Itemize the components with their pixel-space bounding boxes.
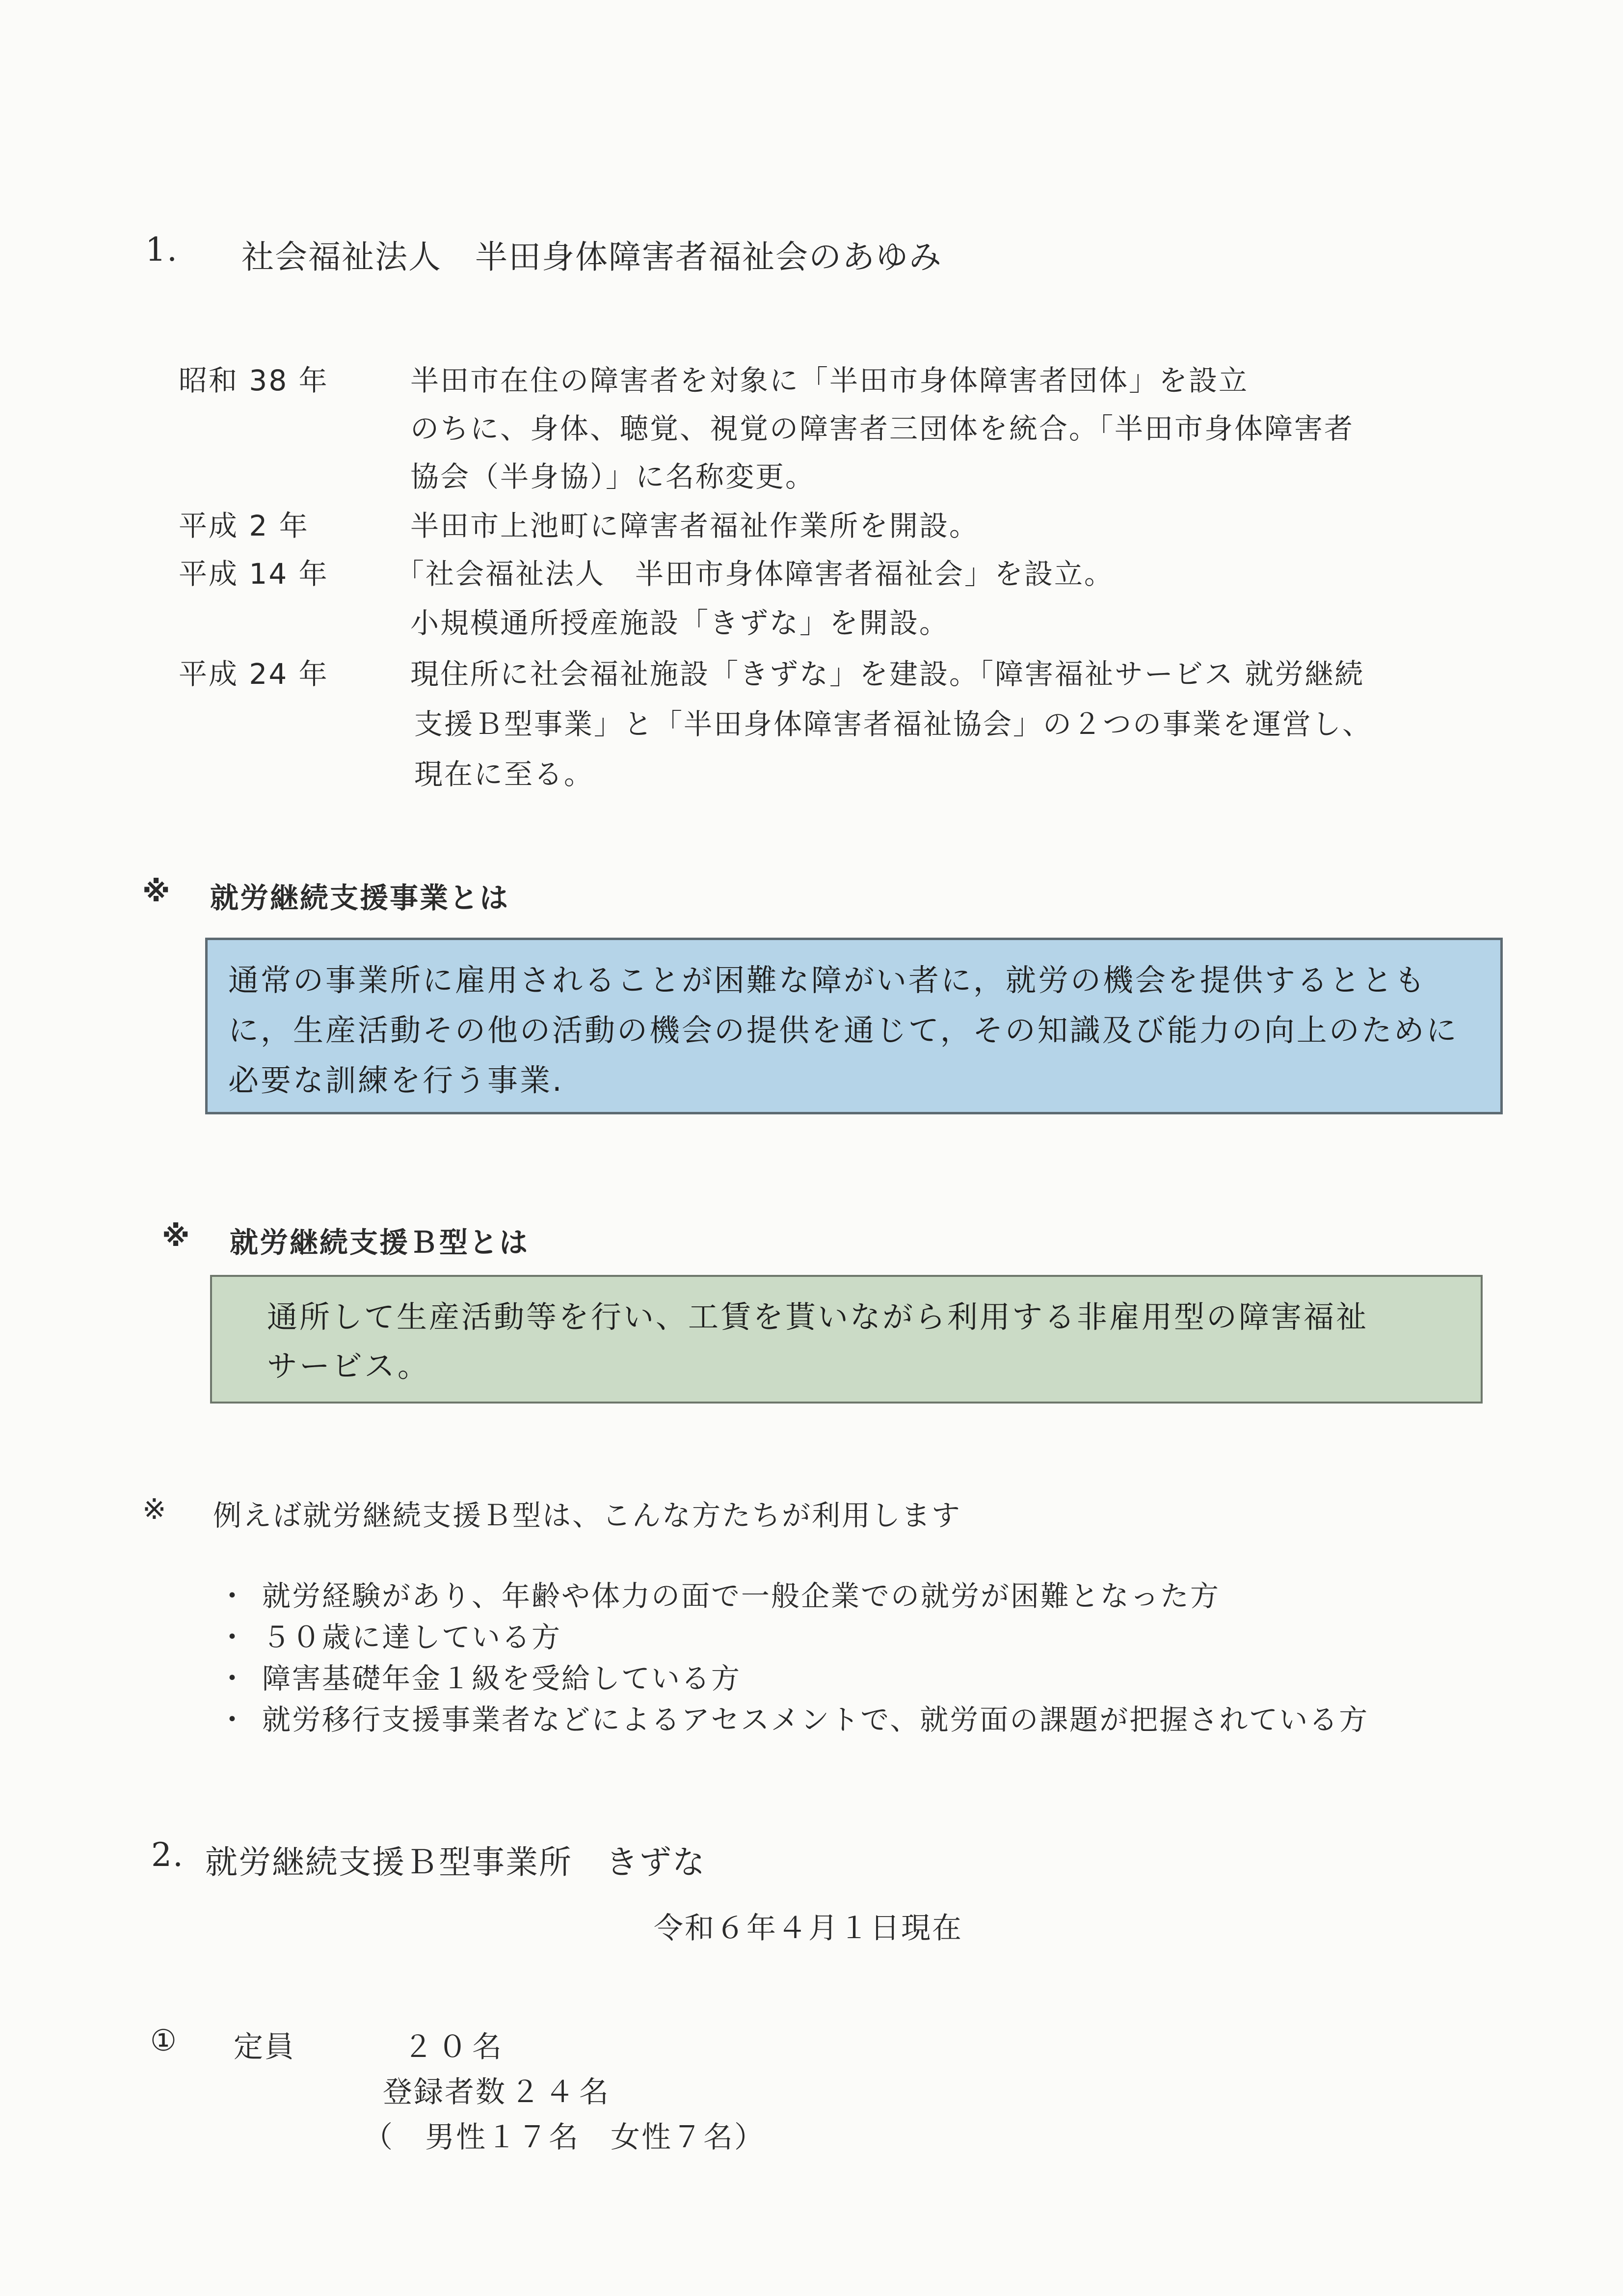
history-line: 現住所に社会福祉施設「きずな」を建設。「障害福祉サービス 就労継続 [410, 657, 1365, 691]
bullet: ・ [218, 1703, 248, 1736]
history-line: 半田市上池町に障害者福祉作業所を開設。 [410, 509, 980, 542]
history-era: 昭和 38 年 [179, 364, 329, 397]
gender-breakdown: （ 男性１７名 女性７名） [363, 2120, 765, 2155]
list-item [218, 1614, 561, 1655]
note3-mark: ※ [142, 1492, 168, 1526]
history-line: 支援Ｂ型事業」と「半田身体障害者福祉協会」の２つの事業を運営し、 [414, 707, 1373, 741]
registered-value: ２４名 [510, 2075, 613, 2109]
definition-line: 通常の事業所に雇用されることが困難な障がい者に，就労の機会を提供するととも [228, 962, 1427, 998]
history-line: 半田市在住の障害者を対象に「半田市身体障害者団体」を設立 [410, 364, 1249, 397]
capacity-label: 定員 [234, 2030, 295, 2064]
bullet: ・ [218, 1579, 248, 1613]
definition-line: 必要な訓練を行う事業. [228, 1062, 564, 1098]
note3-heading: 例えば就労継続支援Ｂ型は、こんな方たちが利用します [213, 1499, 962, 1532]
history-line: 「社会福祉法人 半田市身体障害者福祉会」を設立。 [396, 557, 1115, 591]
history-line: のちに、身体、聴覚、視覚の障害者三団体を統合。「半田市身体障害者 [410, 412, 1355, 445]
history-era: 平成 2 年 [179, 509, 309, 542]
note2-mark: ※ [162, 1219, 191, 1253]
capacity-value: ２０名 [403, 2030, 506, 2064]
list-item [218, 1573, 1220, 1614]
note1-heading: 就労継続支援事業とは [210, 881, 510, 915]
history-line: 小規模通所授産施設「きずな」を開設。 [410, 606, 950, 640]
definition-line: 通所して生産活動等を行い、工賃を貰いながら利用する非雇用型の障害福祉 [267, 1299, 1369, 1335]
section1-number: 1. [145, 231, 178, 269]
history-line: 現在に至る。 [414, 757, 594, 791]
note1-mark: ※ [142, 875, 172, 908]
history-era: 平成 24 年 [179, 657, 329, 691]
registered-label: 登録者数 [383, 2075, 506, 2109]
definition-line: に，生産活動その他の活動の機会の提供を通じて，その知識及び能力の向上のために [228, 1012, 1459, 1048]
section1-title: 社会福祉法人 半田身体障害者福祉会のあゆみ [241, 238, 942, 276]
definition-box-type-b [210, 1275, 1483, 1404]
list-item-text: 就労経験があり、年齢や体力の面で一般企業での就労が困難となった方 [262, 1579, 1221, 1613]
item1-marker: ① [150, 2024, 178, 2058]
as-of-date: 令和６年４月１日現在 [654, 1911, 963, 1945]
history-era: 平成 14 年 [179, 557, 329, 591]
list-item [218, 1655, 741, 1697]
list-item-text: ５０歳に達している方 [262, 1621, 562, 1654]
list-item-text: 障害基礎年金１級を受給している方 [262, 1662, 742, 1695]
bullet: ・ [218, 1621, 248, 1654]
section2-number: 2. [151, 1836, 184, 1874]
definition-line: サービス。 [267, 1348, 430, 1384]
note2-heading: 就労継続支援Ｂ型とは [230, 1226, 530, 1259]
list-item-text: 就労移行支援事業者などによるアセスメントで、就労面の課題が把握されている方 [262, 1703, 1369, 1736]
history-line: 協会（半身協）」に名称変更。 [410, 460, 816, 493]
list-item [218, 1697, 1369, 1738]
bullet: ・ [218, 1662, 248, 1695]
section2-title: 就労継続支援Ｂ型事業所 きずな [205, 1843, 706, 1881]
definition-box-employment-support [205, 938, 1503, 1114]
